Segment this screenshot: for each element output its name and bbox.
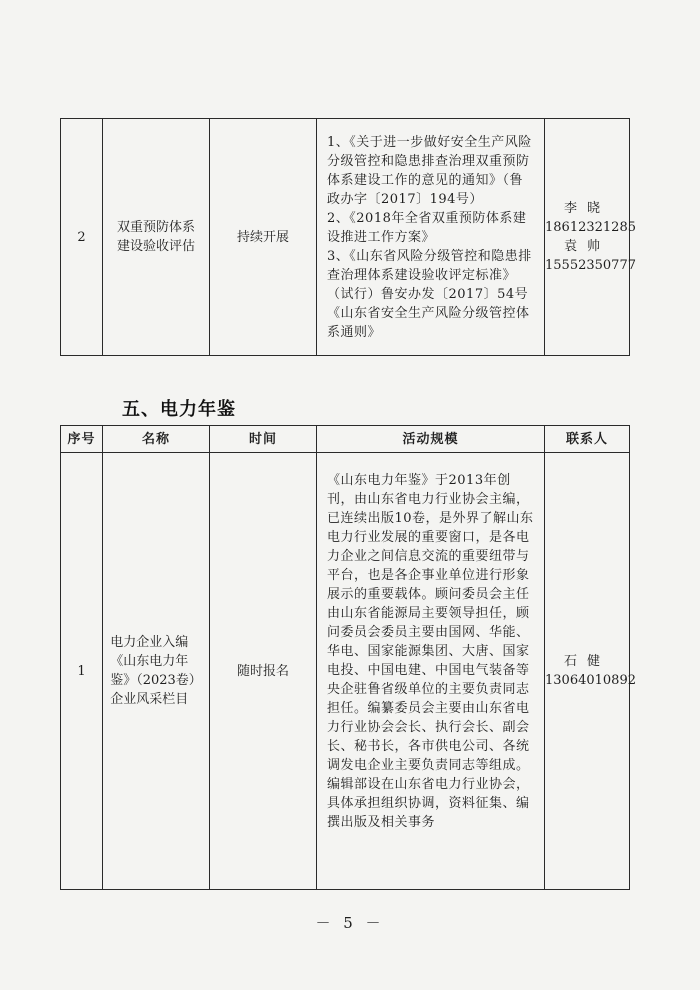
header-contact: 联系人 xyxy=(545,426,630,453)
contact-phone: 13064010892 xyxy=(545,673,636,688)
table-row xyxy=(61,453,630,890)
row-index: 2 xyxy=(61,119,103,356)
page-number: － 5 － xyxy=(315,914,385,932)
row-name-text: 双重预防体系 建设验收评估 xyxy=(116,220,195,254)
header-activity: 活动规模 xyxy=(317,426,545,453)
contact-phone: 15552350777 xyxy=(545,258,636,273)
row-activity: 《山东电力年鉴》于2013年创刊，由山东省电力行业协会主编，已连续出版10卷，是外界了解山东电力行业发展的重要窗口，是各电力企业之间信息交流的重要纽带与平台，也是各企事业单位进行形象展示的重要载体。顾问委员会主任由山东省能源局主要领导担任，顾问委员会委员主要由国网、华能、华电、国家能源集团、大唐、国家电投、中国电建、中国电气装备等央企驻鲁省级单位的主要负责同志担任。编纂委员会主要由山东省电力行业协会会长、执行会长、副会长、秘书长，各市供电公司、各统调发电企业主要负责同志等组成。编辑部设在山东省电力行业协会，具体承担组织协调，资料征集、编撰出版及相关事务 xyxy=(317,453,545,890)
header-index: 序号 xyxy=(61,426,103,453)
row-time: 随时报名 xyxy=(210,453,317,890)
table-header-row xyxy=(61,426,630,453)
row-name-text: 电力企业入编 《山东电力年 鉴》（2023卷） 企业风采栏目 xyxy=(110,635,202,707)
contact-name: 李晓 xyxy=(563,201,610,216)
section-title: 五、电力年鉴 xyxy=(122,399,236,420)
row-contacts xyxy=(545,119,636,356)
activity-table-bottom xyxy=(60,425,636,890)
row-activity: 1、《关于进一步做好安全生产风险分级管控和隐患排查治理双重预防体系建设工作的意见的通知》（鲁政办字〔2017〕194号） 2、《2018年全省双重预防体系建设推进工作方案》 3、《山东省风险分级管控和隐患排查治理体系建设验收评定标准》（试行）鲁安办发〔2017〕54号《山东省安全生产风险分级管控体系通则》 xyxy=(317,119,545,356)
header-time: 时间 xyxy=(210,426,317,453)
table-row xyxy=(61,119,630,356)
row-name xyxy=(103,453,210,890)
header-name: 名称 xyxy=(103,426,210,453)
row-name xyxy=(103,119,210,356)
row-time: 持续开展 xyxy=(210,119,317,356)
row-index: 1 xyxy=(61,453,103,890)
contact-name: 袁帅 xyxy=(563,239,610,254)
row-contacts xyxy=(545,453,636,890)
contact-phone: 18612321285 xyxy=(545,220,636,235)
contact-name: 石健 xyxy=(563,654,610,669)
activity-table-top xyxy=(60,118,636,356)
